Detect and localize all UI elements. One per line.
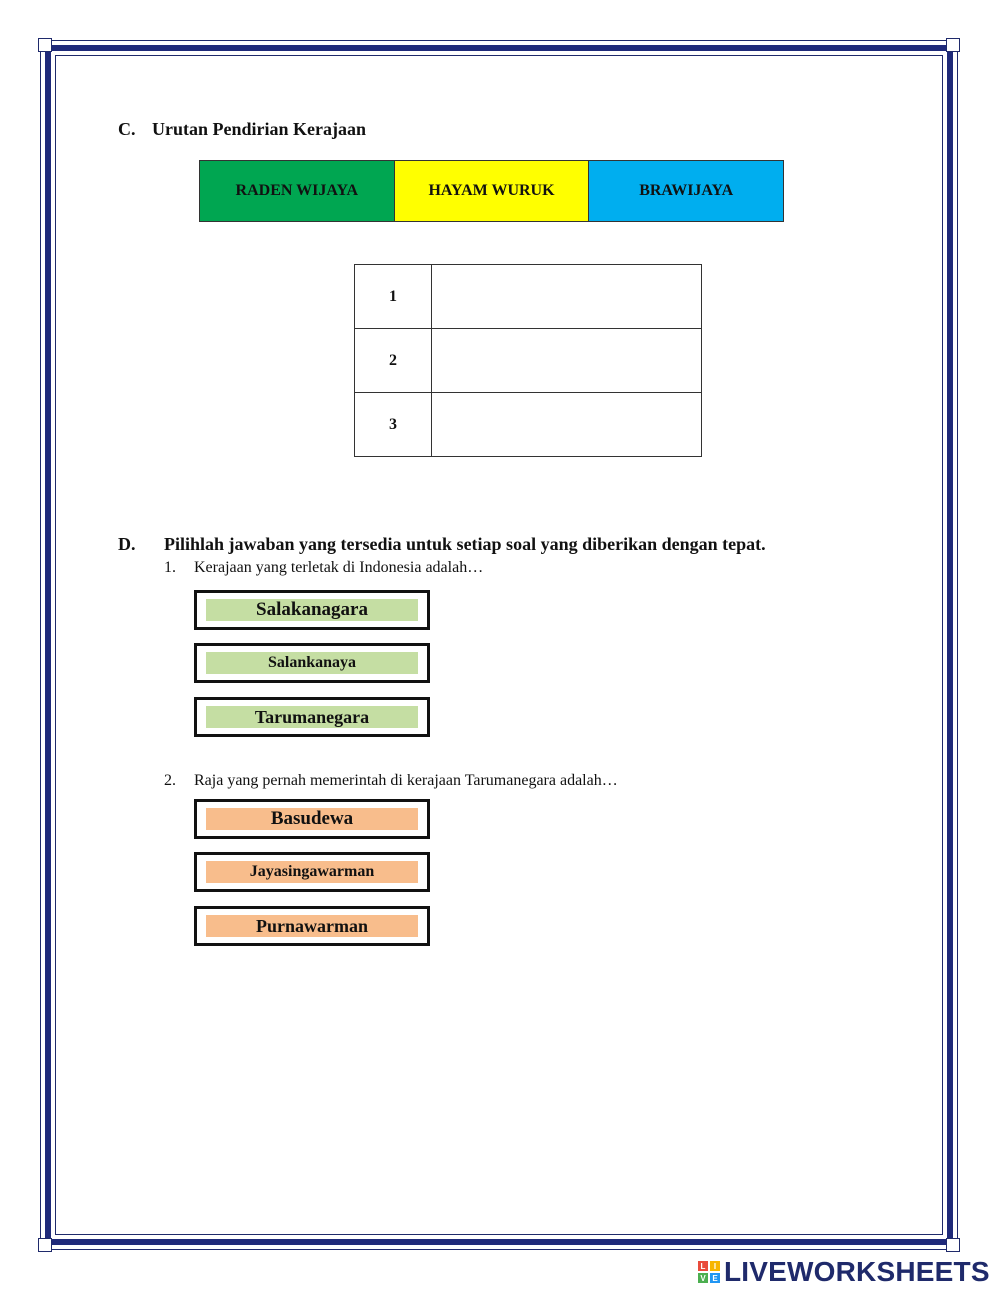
order-number: 3 xyxy=(355,393,432,457)
question-1 xyxy=(164,559,483,577)
order-number: 2 xyxy=(355,329,432,393)
border-corner-ornament xyxy=(946,1238,960,1252)
question-number: 1. xyxy=(164,559,176,576)
order-drop-slot-2[interactable] xyxy=(432,329,702,393)
option-label: Purnawarman xyxy=(206,915,418,937)
border-corner-ornament xyxy=(946,38,960,52)
question-text: Raja yang pernah memerintah di kerajaan Tarumanegara adalah… xyxy=(194,772,618,789)
answer-option-salakanagara[interactable] xyxy=(194,590,430,630)
section-d-label: D. xyxy=(118,534,136,554)
page-border-inner xyxy=(55,55,943,1235)
order-drop-slot-1[interactable] xyxy=(432,265,702,329)
logo-letter: L xyxy=(698,1261,708,1271)
option-label: Salakanagara xyxy=(206,599,418,621)
answer-option-salankanaya[interactable] xyxy=(194,643,430,683)
table-row xyxy=(355,393,702,457)
option-label: Basudewa xyxy=(206,808,418,830)
table-row xyxy=(355,329,702,393)
order-number: 1 xyxy=(355,265,432,329)
border-corner-ornament xyxy=(38,38,52,52)
answer-option-jayasingawarman[interactable] xyxy=(194,852,430,892)
option-label: Tarumanegara xyxy=(206,706,418,728)
section-c-label: C. xyxy=(118,119,136,139)
section-c-title: Urutan Pendirian Kerajaan xyxy=(152,119,366,139)
logo-letter: E xyxy=(710,1273,720,1283)
liveworksheets-logo xyxy=(698,1256,990,1288)
logo-letter: V xyxy=(698,1273,708,1283)
question-2 xyxy=(164,772,618,790)
logo-text: LIVEWORKSHEETS xyxy=(724,1256,990,1287)
king-options-row xyxy=(199,160,784,222)
answer-option-purnawarman[interactable] xyxy=(194,906,430,946)
table-row xyxy=(355,265,702,329)
option-label: Salankanaya xyxy=(206,652,418,674)
logo-mark xyxy=(698,1261,720,1283)
answer-option-tarumanegara[interactable] xyxy=(194,697,430,737)
logo-letter: I xyxy=(710,1261,720,1271)
question-number: 2. xyxy=(164,772,176,789)
order-drop-slot-3[interactable] xyxy=(432,393,702,457)
king-card-brawijaya[interactable]: BRAWIJAYA xyxy=(589,161,783,221)
king-card-raden-wijaya[interactable]: RADEN WIJAYA xyxy=(200,161,395,221)
question-text: Kerajaan yang terletak di Indonesia adalah… xyxy=(194,559,484,576)
border-corner-ornament xyxy=(38,1238,52,1252)
option-label: Jayasingawarman xyxy=(206,861,418,883)
order-answer-table xyxy=(354,264,702,457)
answer-option-basudewa[interactable] xyxy=(194,799,430,839)
section-d-title: Pilihlah jawaban yang tersedia untuk setiap soal yang diberikan dengan tepat. xyxy=(164,534,766,554)
king-card-hayam-wuruk[interactable]: HAYAM WURUK xyxy=(395,161,590,221)
